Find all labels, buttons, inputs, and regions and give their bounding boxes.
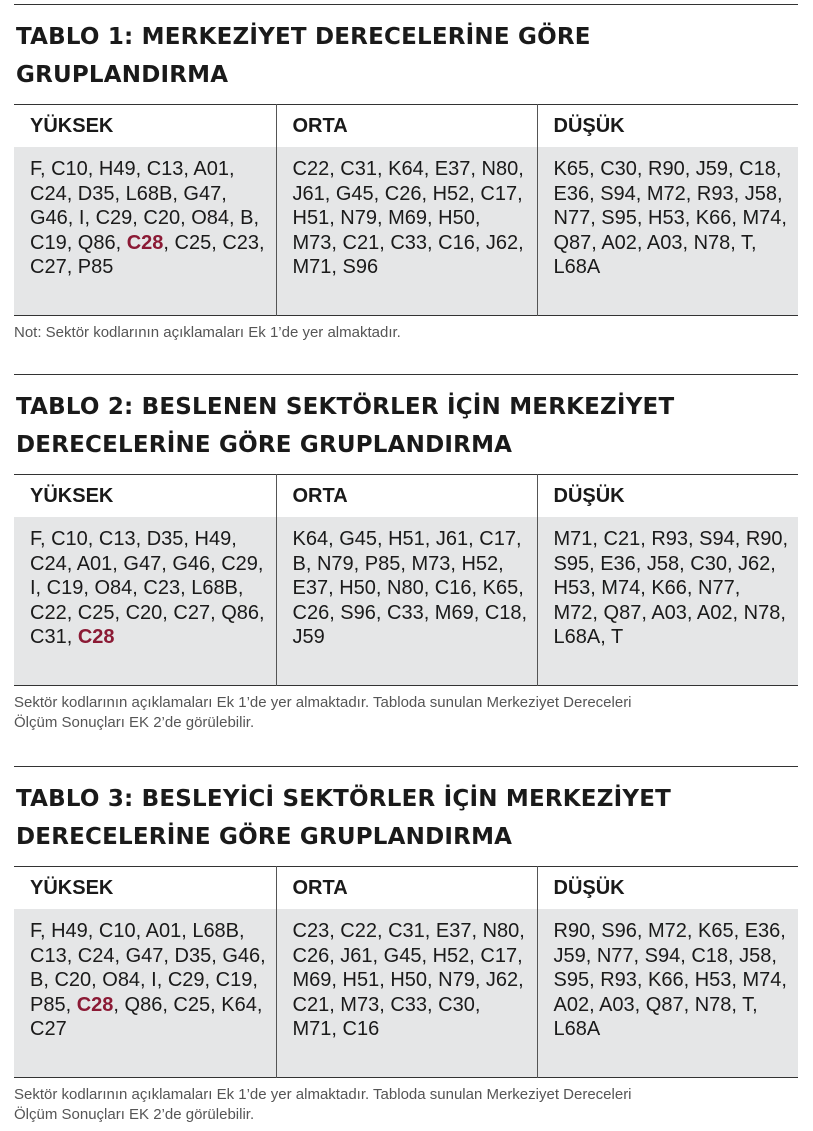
table3-cell-mid: C23, C22, C31, E37, N80, C26, J61, G45, H52, C17, M69, H51, H50, N79, J62, C21, M73, C33, C30, M71, C16 xyxy=(276,909,537,1077)
table3-grid xyxy=(14,866,798,1078)
table1-header-high: YÜKSEK xyxy=(14,105,276,148)
table3-header-low: DÜŞÜK xyxy=(537,867,798,910)
table1-top-rule xyxy=(14,4,798,5)
table2-cell-high: F, C10, C13, D35, H49, C24, A01, G47, G46, C29, I, C19, O84, C23, L68B, C22, C25, C20, C27, Q86, C31, C28 xyxy=(14,517,276,685)
table2-top-rule xyxy=(14,374,798,375)
table2-grid xyxy=(14,474,798,686)
table3-top-rule xyxy=(14,766,798,767)
table2-cell-mid: K64, G45, H51, J61, C17, B, N79, P85, M73, H52, E37, H50, N80, C16, K65, C26, S96, C33, M69, C18, J59 xyxy=(276,517,537,685)
table1-highlight-code: C28 xyxy=(126,231,164,254)
table1-cell-high: F, C10, H49, C13, A01, C24, D35, L68B, G47, G46, I, C29, C20, O84, B, C19, Q86, C28, C25, C23, C27, P85 xyxy=(14,147,276,315)
table2-header-mid: ORTA xyxy=(276,475,537,518)
table3-highlight-code: C28 xyxy=(76,993,114,1016)
table3-header-mid: ORTA xyxy=(276,867,537,910)
table1-title: TABLO 1: MERKEZİYET DERECELERİNE GÖRE GRUPLANDIRMA xyxy=(16,24,591,88)
table1-cell-mid: C22, C31, K64, E37, N80, J61, G45, C26, H52, C17, H51, N79, M69, H50, M73, C21, C33, C16, J62, M71, S96 xyxy=(276,147,537,315)
table1-cell-low: K65, C30, R90, J59, C18, E36, S94, M72, R93, J58, N77, S95, H53, K66, M74, Q87, A02, A03, N78, T, L68A xyxy=(537,147,798,315)
table3-note: Sektör kodlarının açıklamaları Ek 1’de yer almaktadır. Tabloda sunulan Merkeziyet Dereceleri Ölçüm Sonuçları EK 2’de görülebilir. xyxy=(14,1086,632,1123)
table3-title: TABLO 3: BESLEYİCİ SEKTÖRLER İÇİN MERKEZİYET DERECELERİNE GÖRE GRUPLANDIRMA xyxy=(16,786,671,850)
table1-header-low: DÜŞÜK xyxy=(537,105,798,148)
table3-cell-low: R90, S96, M72, K65, E36, J59, N77, S94, C18, J58, S95, R93, K66, H53, M74, A02, A03, Q87, N78, T, L68A xyxy=(537,909,798,1077)
table2-header-low: DÜŞÜK xyxy=(537,475,798,518)
table1-header-mid: ORTA xyxy=(276,105,537,148)
table3-header-high: YÜKSEK xyxy=(14,867,276,910)
table1-grid xyxy=(14,104,798,316)
table2-header-high: YÜKSEK xyxy=(14,475,276,518)
table2-highlight-code: C28 xyxy=(77,626,115,648)
table1-note: Not: Sektör kodlarının açıklamaları Ek 1’de yer almaktadır. xyxy=(14,324,401,341)
table2-title: TABLO 2: BESLENEN SEKTÖRLER İÇİN MERKEZİYET DERECELERİNE GÖRE GRUPLANDIRMA xyxy=(16,394,675,458)
table3-cell-high: F, H49, C10, A01, L68B, C13, C24, G47, D35, G46, B, C20, O84, I, C29, C19, P85, C28, Q86, C25, K64, C27 xyxy=(14,909,276,1077)
table2-cell-low: M71, C21, R93, S94, R90, S95, E36, J58, C30, J62, H53, M74, K66, N77, M72, Q87, A03, A02, N78, L68A, T xyxy=(537,517,798,685)
table2-note: Sektör kodlarının açıklamaları Ek 1’de yer almaktadır. Tabloda sunulan Merkeziyet Dereceleri Ölçüm Sonuçları EK 2’de görülebilir. xyxy=(14,694,632,731)
